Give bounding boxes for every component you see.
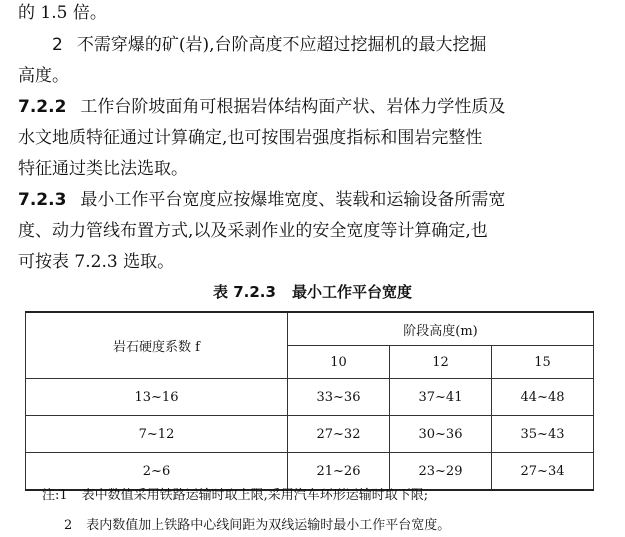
- sub-header-15: 15: [492, 346, 594, 379]
- table-cell: 30~36: [390, 416, 492, 453]
- table-cell: 21~26: [288, 453, 390, 491]
- table-row: [26, 379, 594, 416]
- col-header-bench-height: 阶段高度(m): [288, 312, 594, 346]
- table-title: [0, 281, 625, 302]
- item2-line1: [18, 30, 613, 61]
- table-note-1: [42, 484, 428, 503]
- s723-line3: 可按表 7.2.3 选取。: [18, 252, 175, 272]
- table-note-2: [64, 514, 450, 533]
- item2-number: 2: [52, 35, 63, 55]
- table-cell: 7~12: [26, 416, 288, 453]
- table-cell: 37~41: [390, 379, 492, 416]
- table-row: [26, 416, 594, 453]
- table-cell: 2~6: [26, 453, 288, 491]
- note2-text: 表内数值加上铁路中心线间距为双线运输时最小工作平台宽度。: [86, 518, 451, 533]
- min-platform-width-table: [25, 311, 594, 491]
- sub-header-12: 12: [390, 346, 492, 379]
- s722-line3: 特征通过类比法选取。: [18, 159, 188, 179]
- top-line-text: 的 1.5 倍。: [18, 3, 107, 23]
- col-header-hardness: 岩石硬度系数 f: [26, 312, 288, 379]
- table-cell: 27~34: [492, 453, 594, 491]
- note2-number: 2: [64, 518, 73, 533]
- note-label: 注:1: [42, 488, 68, 503]
- table-cell: 13~16: [26, 379, 288, 416]
- section-7-2-3: [18, 185, 613, 278]
- s723-number: 7.2.3: [18, 190, 67, 210]
- sub-header-10: 10: [288, 346, 390, 379]
- table-header-row-1: [26, 312, 594, 346]
- paragraph-item-2: [18, 30, 613, 92]
- item2-line1-text: 不需穿爆的矿(岩),台阶高度不应超过挖掘机的最大挖掘: [76, 35, 487, 55]
- table-title-text: 最小工作平台宽度: [291, 283, 412, 301]
- s723-line2: 度、动力管线布置方式,以及采剥作业的安全宽度等计算确定,也: [18, 221, 488, 241]
- table-cell: 44~48: [492, 379, 594, 416]
- s722-number: 7.2.2: [18, 97, 67, 117]
- table-cell: 23~29: [390, 453, 492, 491]
- table-cell: 27~32: [288, 416, 390, 453]
- table-cell: 33~36: [288, 379, 390, 416]
- section-7-2-2: [18, 92, 613, 185]
- s722-line2: 水文地质特征通过计算确定,也可按围岩强度指标和围岩完整性: [18, 128, 483, 148]
- s722-line1: [18, 92, 613, 123]
- item2-line2: 高度。: [18, 66, 69, 86]
- table-cell: 35~43: [492, 416, 594, 453]
- s723-line1-text: 最小工作平台宽度应按爆堆宽度、装载和运输设备所需宽: [80, 190, 506, 210]
- s723-line1: [18, 185, 613, 216]
- s722-line1-text: 工作台阶坡面角可根据岩体结构面产状、岩体力学性质及: [80, 97, 506, 117]
- table-number: 表 7.2.3: [213, 283, 276, 301]
- paragraph-top-line: [18, 0, 613, 29]
- note1-text: 表中数值采用铁路运输时取上限,采用汽车环形运输时取下限;: [81, 488, 429, 503]
